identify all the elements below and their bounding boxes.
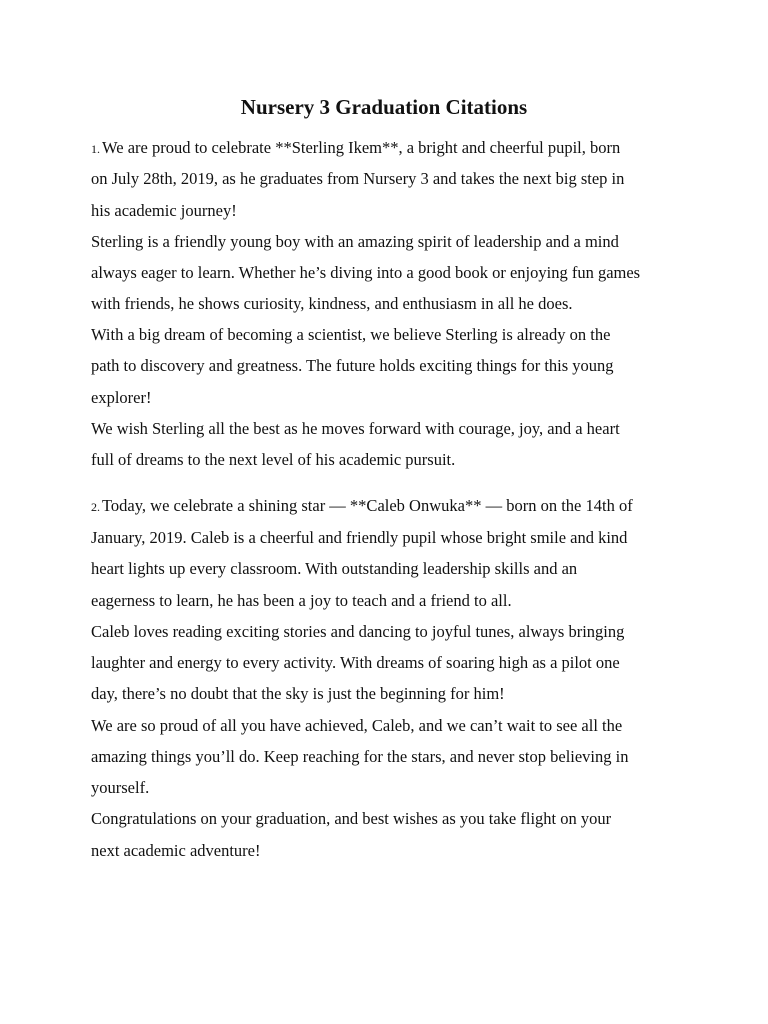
citation-2-line-6: laughter and energy to every activity. With dreams of soaring high as a pilot one	[91, 653, 620, 672]
citation-1-line-6: with friends, he shows curiosity, kindness, and enthusiasm in all he does.	[91, 294, 573, 313]
citation-2-line-4: eagerness to learn, he has been a joy to teach and a friend to all.	[91, 591, 512, 610]
citation-1-line-1	[91, 137, 620, 160]
citation-2-line-5: Caleb loves reading exciting stories and dancing to joyful tunes, always bringing	[91, 622, 625, 641]
citation-1-line-11: full of dreams to the next level of his academic pursuit.	[91, 450, 456, 469]
citation-2-line-3: heart lights up every classroom. With outstanding leadership skills and an	[91, 559, 578, 578]
document-title: Nursery 3 Graduation Citations	[240, 95, 528, 119]
citation-2-line-12: next academic adventure!	[91, 841, 261, 860]
citation-1-line-7: With a big dream of becoming a scientist, we believe Sterling is already on the	[91, 325, 611, 344]
citation-2-line-9: amazing things you’ll do. Keep reaching for the stars, and never stop believing in	[91, 747, 629, 766]
citation-2-line-10: yourself.	[91, 778, 150, 797]
citation-1-line-9: explorer!	[91, 388, 152, 407]
citation-1-line-2: on July 28th, 2019, as he graduates from Nursery 3 and takes the next big step in	[91, 169, 625, 188]
citation-2-line-8: We are so proud of all you have achieved, Caleb, and we can’t wait to see all the	[91, 716, 623, 735]
citation-1-line-8: path to discovery and greatness. The future holds exciting things for this young	[91, 356, 614, 375]
citation-1-text: We are proud to celebrate **Sterling Ikem**, a bright and cheerful pupil, born	[102, 138, 621, 157]
citation-1-line-3: his academic journey!	[91, 201, 237, 220]
citation-1-line-4: Sterling is a friendly young boy with an amazing spirit of leadership and a mind	[91, 232, 619, 251]
citation-2-text: Today, we celebrate a shining star — **Caleb Onwuka** — born on the 14th of	[102, 496, 633, 515]
citation-2-line-2: January, 2019. Caleb is a cheerful and friendly pupil whose bright smile and kind	[91, 528, 628, 547]
citation-2-line-7: day, there’s no doubt that the sky is just the beginning for him!	[91, 684, 505, 703]
citation-2-line-11: Congratulations on your graduation, and best wishes as you take flight on your	[91, 809, 612, 828]
citation-2-number: 2.	[91, 500, 100, 514]
citation-1-number: 1.	[91, 142, 100, 156]
citation-1-line-10: We wish Sterling all the best as he moves forward with courage, joy, and a heart	[91, 419, 620, 438]
citation-2-line-1	[91, 495, 633, 518]
citation-1-line-5: always eager to learn. Whether he’s diving into a good book or enjoying fun games	[91, 263, 641, 282]
